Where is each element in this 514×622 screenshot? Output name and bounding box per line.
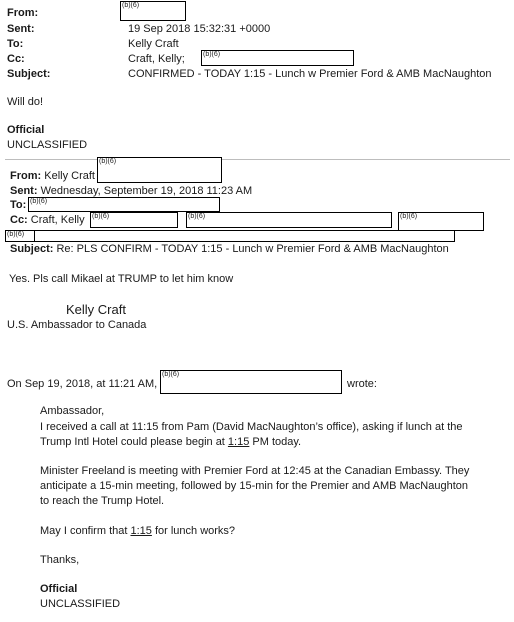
classification-unclassified: UNCLASSIFIED	[40, 598, 121, 610]
redaction-box: (b)(6)	[5, 230, 35, 242]
thanks: Thanks,	[40, 554, 80, 566]
quoted-subject-line: Subject: Re: PLS CONFIRM - TODAY 1:15 - Lunch w Premier Ford & AMB MacNaughton	[10, 243, 449, 255]
classification-unclassified: UNCLASSIFIED	[7, 139, 88, 151]
classification-official: Official	[40, 583, 78, 595]
quoted-sent-line: Sent: Wednesday, September 19, 2018 11:23 AM	[10, 185, 253, 197]
redaction-box: (b)(6)	[90, 212, 178, 228]
redaction-box: (b)(6)	[201, 50, 354, 66]
subject-value: CONFIRMED - TODAY 1:15 - Lunch w Premier Ford & AMB MacNaughton	[128, 68, 492, 80]
cc-value: Craft, Kelly;	[128, 53, 185, 65]
paragraph-2-line-1: Minister Freeland is meeting with Premier Ford at 12:45 at the Canadian Embassy. They	[40, 465, 470, 477]
redaction-box: (b)(6)	[160, 370, 342, 394]
from-label: From:	[7, 7, 39, 19]
salutation: Ambassador,	[40, 405, 105, 417]
classification-official: Official	[7, 124, 45, 136]
on-date-line: On Sep 19, 2018, at 11:21 AM,	[7, 378, 158, 390]
paragraph-3: May I confirm that 1:15 for lunch works?	[40, 525, 236, 537]
divider	[5, 159, 510, 160]
signature-name: Kelly Craft	[66, 302, 126, 317]
sent-value: 19 Sep 2018 15:32:31 +0000	[128, 23, 271, 35]
quoted-to-label: To:	[10, 199, 27, 211]
wrote-text: wrote:	[347, 378, 377, 390]
signature-title: U.S. Ambassador to Canada	[7, 319, 147, 331]
to-label: To:	[7, 38, 24, 50]
quoted-body: Yes. Pls call Mikael at TRUMP to let him know	[9, 273, 234, 285]
redaction-box: (b)(6)	[120, 1, 186, 21]
redaction-box	[35, 230, 455, 242]
quoted-cc-line: Cc: Craft, Kelly	[10, 214, 85, 226]
quoted-from-line: From: Kelly Craft	[10, 170, 95, 182]
cc-label: Cc:	[7, 53, 25, 65]
paragraph-2-line-3: to reach the Trump Hotel.	[40, 495, 165, 507]
paragraph-2-line-2: anticipate a 15-min meeting, followed by 15-min for the Premier and AMB MacNaughton	[40, 480, 468, 492]
redaction-box: (b)(6)	[97, 157, 222, 183]
redaction-box: (b)(6)	[398, 212, 484, 231]
redaction-box: (b)(6)	[186, 212, 392, 228]
redaction-box: (b)(6)	[28, 197, 220, 212]
subject-label: Subject:	[7, 68, 51, 80]
reply-body: Will do!	[7, 96, 44, 108]
sent-label: Sent:	[7, 23, 35, 35]
paragraph-1-line-2: Trump Intl Hotel could please begin at 1:15 PM today.	[40, 436, 302, 448]
to-value: Kelly Craft	[128, 38, 179, 50]
paragraph-1-line-1: I received a call at 11:15 from Pam (David MacNaughton’s office), asking if lunch at the	[40, 421, 463, 433]
